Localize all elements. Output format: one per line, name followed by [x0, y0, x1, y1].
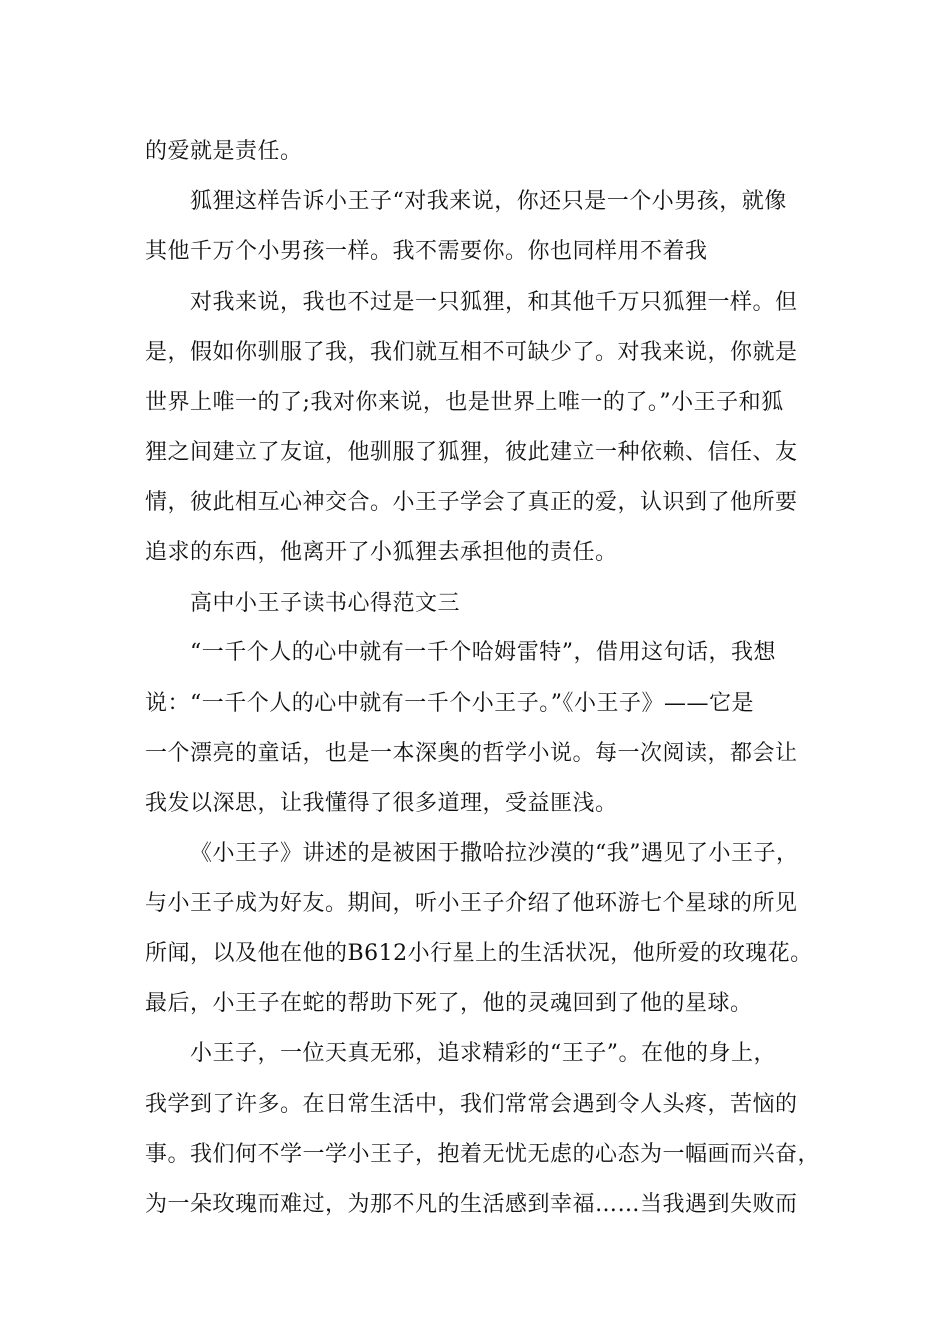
paragraph-start-line: 狐狸这样告诉小王子“对我来说，你还只是一个小男孩，就像: [190, 189, 787, 214]
text-line: 情，彼此相互心神交合。小王子学会了真正的爱，认识到了他所要: [145, 490, 798, 515]
text-line: 我发以深思，让我懂得了很多道理，受益匪浅。: [145, 791, 618, 816]
text-line: 追求的东西，他离开了小狐狸去承担他的责任。: [145, 540, 618, 565]
paragraph-start-line: “一千个人的心中就有一千个哈姆雷特”，借用这句话，我想: [190, 640, 776, 665]
paragraph-start-line: 对我来说，我也不过是一只狐狸，和其他千万只狐狸一样。但: [190, 290, 798, 315]
section-heading: 高中小王子读书心得范文三: [190, 591, 461, 616]
text-line: 是，假如你驯服了我，我们就互相不可缺少了。对我来说，你就是: [145, 340, 798, 365]
text-line: 最后，小王子在蛇的帮助下死了，他的灵魂回到了他的星球。: [145, 991, 753, 1016]
text-line: 一个漂亮的童话，也是一本深奥的哲学小说。每一次阅读，都会让: [145, 741, 798, 766]
text-line: 说：“一千个人的心中就有一千个小王子。”《小王子》——它是: [145, 691, 754, 716]
text-line: 其他千万个小男孩一样。我不需要你。你也同样用不着我: [145, 239, 708, 264]
text-line: 我学到了许多。在日常生活中，我们常常会遇到令人头疼，苦恼的: [145, 1092, 798, 1117]
text-line: 的爱就是责任。: [145, 139, 303, 164]
text-line: 事。我们何不学一学小王子，抱着无忧无虑的心态为一幅画而兴奋，: [145, 1142, 821, 1167]
paragraph-start-line: 小王子，一位天真无邪，追求精彩的“王子”。在他的身上，: [190, 1041, 776, 1066]
text-line: 为一朵玫瑰而难过，为那不凡的生活感到幸福……当我遇到失败而: [145, 1192, 798, 1217]
text-line: 狸之间建立了友谊，他驯服了狐狸，彼此建立一种依赖、信任、友: [145, 440, 798, 465]
text-line: 与小王子成为好友。期间，听小王子介绍了他环游七个星球的所见: [145, 891, 798, 916]
text-line: 所闻，以及他在他的B612小行星上的生活状况，他所爱的玫瑰花。: [145, 941, 813, 966]
paragraph-start-line: 《小王子》讲述的是被困于撒哈拉沙漠的“我”遇见了小王子，: [190, 841, 799, 866]
text-line: 世界上唯一的了;我对你来说，也是世界上唯一的了。”小王子和狐: [145, 390, 784, 415]
